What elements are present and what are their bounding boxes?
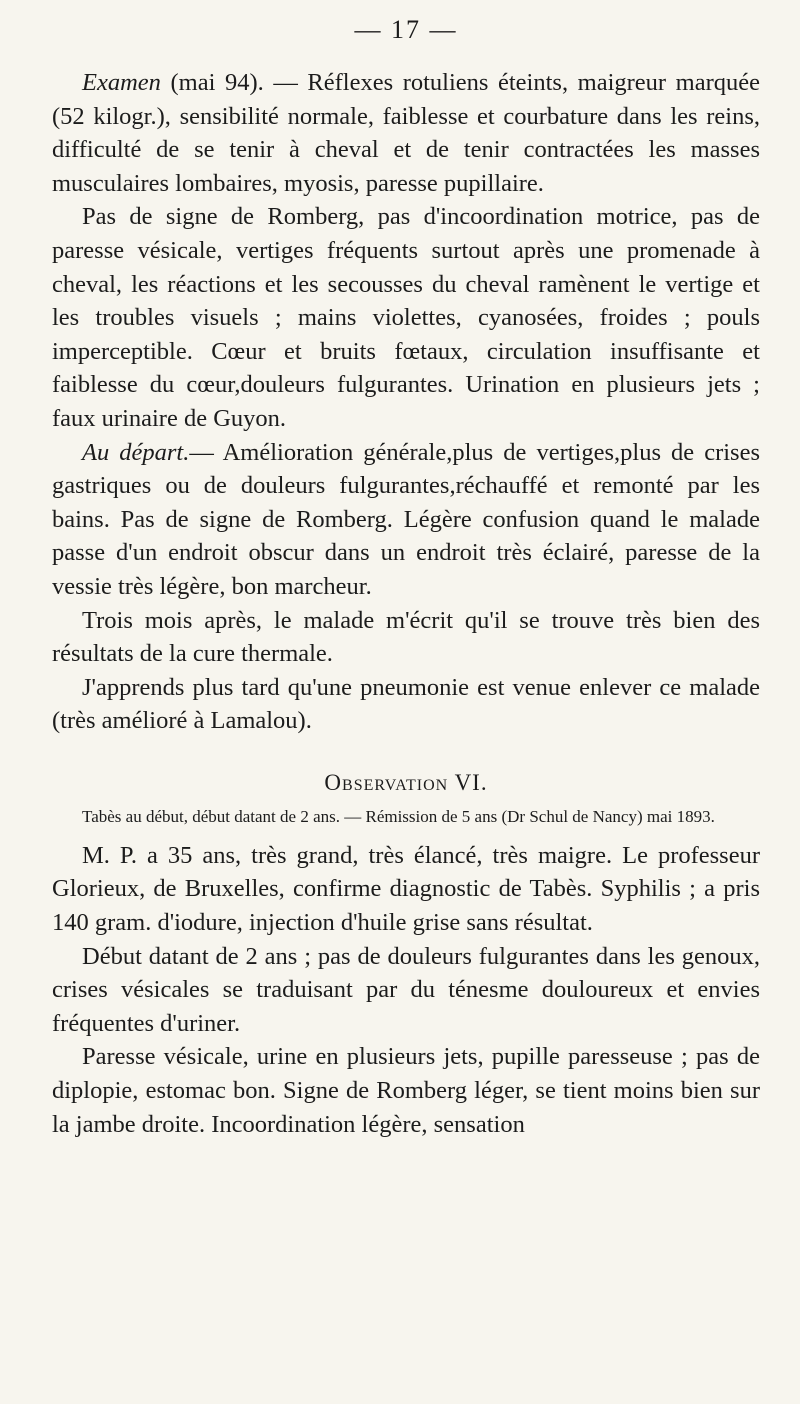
paragraph-text: Trois mois après, le malade m'écrit qu'il se trouve très bien des résultats de la cure thermale. — [52, 606, 760, 668]
page-number: — 17 — — [354, 15, 458, 44]
paragraph-text: J'apprends plus tard qu'une pneumonie est venue enlever ce malade (très amélioré à Lamalou). — [52, 673, 760, 735]
paragraph-paresse — [52, 1040, 760, 1141]
paragraph-text: Début datant de 2 ans ; pas de douleurs fulgurantes dans les genoux, crises vésicales se traduisant par du ténesme douloureux et envies fréquentes d'uriner. — [52, 942, 760, 1037]
paragraph-text: Pas de signe de Romberg, pas d'incoordination motrice, pas de paresse vésicale, vertiges fréquents surtout après une promenade à cheval, les réactions et les secousses du cheval ramènent le vertige et les troubles visuels ; mains violettes, cyanosées, froides ; pouls imperceptible. Cœur et bruits fœtaux, circulation insuffisante et faiblesse du cœur,douleurs fulgurantes. Urination en plusieurs jets ; faux urinaire de Guyon. — [52, 203, 760, 432]
paragraph-au-depart — [52, 436, 760, 604]
document-page — [52, 0, 760, 1404]
observation-title: Observation VI. — [324, 769, 488, 795]
paragraph-romberg — [52, 200, 760, 435]
paragraph-text: (mai 94). — Réflexes rotuliens éteints, maigreur marquée (52 kilogr.), sensibilité normale, faiblesse et courbature dans les reins, difficulté de se tenir à cheval et de tenir contractées les masses musculaires lombaires, myosis, paresse pupillaire. — [52, 69, 760, 197]
paragraph-text: M. P. a 35 ans, très grand, très élancé, très maigre. Le professeur Glorieux, de Bruxelles, confirme diagnostic de Tabès. Syphilis ; a pris 140 gram. d'iodure, injection d'huile grise sans résultat. — [52, 841, 760, 937]
observation-note: Tabès au début, début datant de 2 ans. — Rémission de 5 ans (Dr Schul de Nancy) mai 1893. — [82, 806, 715, 826]
paragraph-patient — [52, 839, 760, 940]
paragraph-trois-mois — [52, 604, 760, 671]
paragraph-lead: Au départ. — [82, 438, 190, 466]
paragraph-text: Paresse vésicale, urine en plusieurs jets, pupille paresseuse ; pas de diplopie, estomac bon. Signe de Romberg léger, se tient moins bien sur la jambe droite. Incoordination légère, sensation — [52, 1043, 760, 1138]
paragraph-debut — [52, 940, 760, 1041]
paragraph-examen — [52, 66, 760, 200]
paragraph-text: — Amélioration générale,plus de vertiges,plus de crises gastriques ou de douleurs fulgurantes,réchauffé et remonté par les bains. Pas de signe de Romberg. Légère confusion quand le malade passe d'un endroit obscur dans un endroit très éclairé, paresse de la vessie très légère, bon marcheur. — [52, 438, 761, 600]
paragraph-lead: Examen — [82, 69, 161, 96]
paragraph-pneumonie — [52, 671, 760, 738]
